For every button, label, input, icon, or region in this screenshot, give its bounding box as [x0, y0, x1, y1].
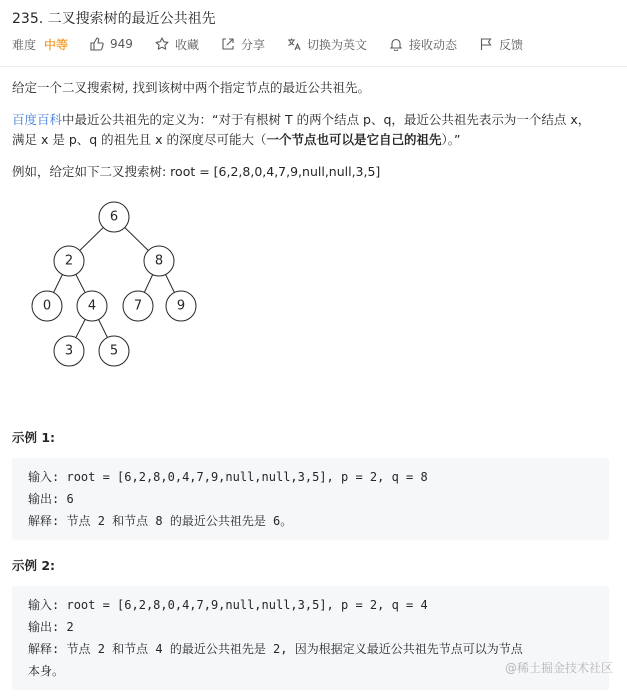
example-2-input-line: 输入: root = [6,2,8,0,4,7,9,null,null,3,5], p = 2, q = 4: [28, 598, 428, 612]
header-divider: [0, 66, 627, 67]
description-line-1: 给定一个二叉搜索树, 找到该树中两个指定节点的最近公共祖先。: [12, 80, 370, 95]
example-2-input: root = [6,2,8,0,4,7,9,null,null,3,5], p = 2, q = 4: [66, 598, 428, 612]
example-1-input: root = [6,2,8,0,4,7,9,null,null,3,5], p = 2, q = 8: [66, 470, 428, 484]
description-line-3-post: ）。”: [441, 132, 461, 147]
tree-node-label: 4: [87, 298, 97, 314]
example-2-explain-line-2: 本身。: [28, 664, 65, 678]
description-line-2: [12, 110, 590, 130]
flag-icon: [479, 37, 493, 51]
thumbs-up-icon: [90, 37, 104, 51]
example-1-explain-line: 解释: 节点 2 和节点 8 的最近公共祖先是 6。: [28, 514, 293, 528]
description-line-3: [12, 130, 461, 150]
tree-node-label: 6: [109, 209, 119, 225]
favorite-button[interactable]: [155, 36, 199, 53]
example-1-title: 示例 1:: [12, 430, 56, 445]
description-emphasis: 一个节点也可以是它自己的祖先: [266, 132, 442, 147]
share-label: 分享: [240, 37, 265, 52]
example-2-title: 示例 2:: [12, 558, 56, 573]
share-button[interactable]: [221, 36, 265, 53]
tree-node-label: 9: [176, 298, 186, 314]
switch-language-button[interactable]: [287, 36, 367, 53]
star-icon: [155, 37, 169, 51]
problem-meta-bar: [12, 35, 545, 53]
translate-icon: [287, 37, 301, 51]
tree-node-label: 7: [133, 298, 143, 314]
example-2-explain: 节点 2 和节点 4 的最近公共祖先是 2, 因为根据定义最近公共祖先节点可以为节点: [66, 642, 523, 656]
subscribe-button[interactable]: [389, 36, 457, 53]
tree-node-label: 0: [42, 298, 52, 314]
tree-node-label: 8: [154, 253, 164, 269]
difficulty-label: 难度: [12, 37, 37, 52]
like-count: 949: [110, 37, 133, 51]
like-button[interactable]: [90, 37, 133, 51]
example-1-code-block: [12, 458, 609, 540]
example-1-output: 6: [66, 492, 74, 506]
feedback-button[interactable]: [479, 36, 523, 53]
bst-diagram: [0, 195, 220, 375]
share-icon: [221, 37, 235, 51]
watermark: @稀土掘金技术社区: [504, 661, 613, 675]
example-2-output: 2: [66, 620, 74, 634]
favorite-label: 收藏: [174, 37, 199, 52]
example-intro: 例如，给定如下二叉搜索树: root = [6,2,8,0,4,7,9,null,null,3,5]: [12, 164, 381, 179]
tree-node-label: 5: [109, 343, 119, 359]
example-1-output-line: 输出: 6: [28, 492, 74, 506]
switch-language-label: 切换为英文: [306, 37, 367, 52]
example-2-explain-line: 解释: 节点 2 和节点 4 的最近公共祖先是 2, 因为根据定义最近公共祖先节点可以为节点: [28, 642, 523, 656]
bell-icon: [389, 37, 403, 51]
subscribe-label: 接收动态: [408, 37, 457, 52]
difficulty-badge: 中等: [44, 37, 69, 52]
description-line-3-pre: 满足 x 是 p、q 的祖先且 x 的深度尽可能大（: [12, 132, 267, 147]
example-2-output-line: 输出: 2: [28, 620, 74, 634]
problem-title: 235. 二叉搜索树的最近公共祖先: [12, 11, 216, 27]
baidu-baike-link[interactable]: 百度百科: [12, 112, 63, 127]
example-1-input-line: 输入: root = [6,2,8,0,4,7,9,null,null,3,5], p = 2, q = 8: [28, 470, 428, 484]
description-line-2-text: 中最近公共祖先的定义为：“对于有根树 T 的两个结点 p、q，最近公共祖先表示为一个结点 x，: [62, 112, 591, 127]
feedback-label: 反馈: [499, 37, 524, 52]
tree-node-label: 2: [64, 253, 74, 269]
example-1-explain: 节点 2 和节点 8 的最近公共祖先是 6。: [66, 514, 293, 528]
tree-node-label: 3: [64, 343, 74, 359]
